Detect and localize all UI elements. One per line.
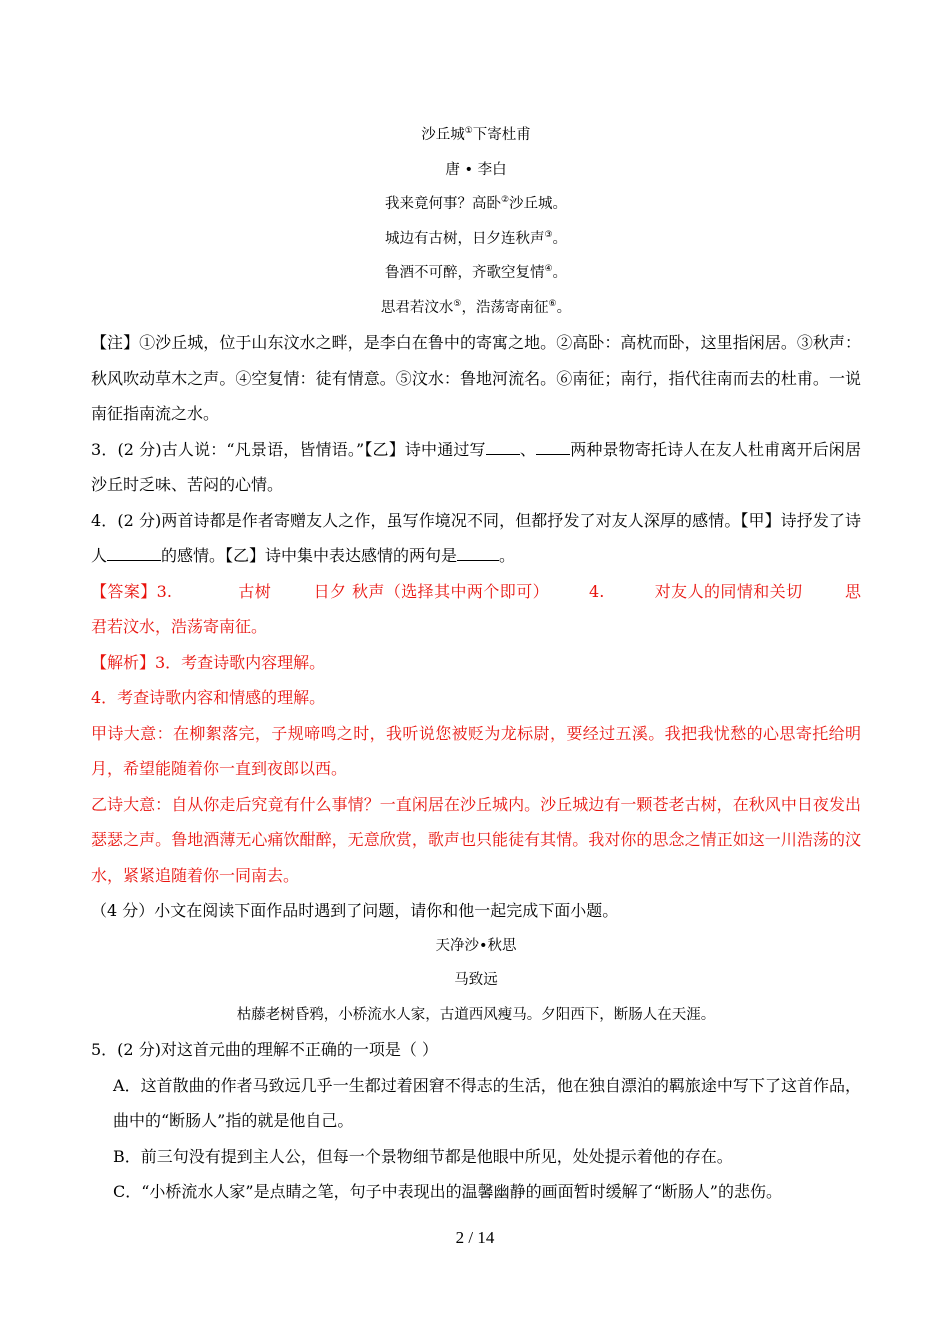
poem-title-text: 沙丘城	[421, 127, 465, 143]
question-text: 的感情。【乙】诗中集中表达感情的两句是	[161, 546, 458, 565]
question-3	[91, 432, 861, 503]
poem-text: 鲁酒不可醉，齐歌空复情	[384, 265, 545, 281]
poem-text: 我来竟何事？高卧	[384, 196, 501, 212]
poem-text: 城边有古树，日夕连秋声	[384, 230, 545, 247]
poem-line	[91, 291, 861, 326]
question-4	[91, 503, 861, 574]
answer-blank[interactable]	[536, 440, 570, 455]
answer-blank[interactable]	[107, 546, 161, 561]
question-text: 。	[499, 546, 516, 565]
poem-text: 思君若汶水	[380, 299, 454, 316]
poem-line: 枯藤老树昏鸦，小桥流水人家，古道西风瘦马。夕阳西下，断肠人在天涯。	[236, 1006, 716, 1023]
footnote-marker: ②	[500, 195, 510, 206]
analysis-line: 【解析】3．考查诗歌内容理解。	[91, 652, 326, 672]
question-text: 两种景物寄托诗人在友人杜甫离开后闲居沙丘时乏味、苦闷的心情。	[91, 439, 861, 494]
poem-author: 马致远	[454, 972, 498, 988]
option-c[interactable]: C．“小桥流水人家”是点睛之笔，句子中表现出的温馨幽静的画面暂时缓解了“断肠人”的悲伤。	[113, 1182, 782, 1201]
page-number: 2 / 14	[455, 1228, 495, 1247]
analysis-line: 4．考查诗歌内容和情感的理解。	[91, 688, 326, 707]
poem-text: 。	[552, 230, 568, 247]
poem-text: 。	[552, 265, 568, 281]
question-text: 、	[519, 439, 537, 459]
page-content	[91, 118, 861, 1210]
poem-text: 沙丘城。	[509, 196, 568, 212]
answer-blank[interactable]	[486, 440, 520, 455]
footnote-marker: ①	[464, 126, 473, 137]
poem-line	[91, 256, 861, 291]
poem-line	[91, 187, 861, 222]
analysis-jia: 甲诗大意：在柳絮落完，子规啼鸣之时，我听说您被贬为龙标尉，要经过五溪。我把我忧愁的心思寄托给明月，希望能随着你一直到夜郎以西。	[91, 723, 861, 778]
option-b[interactable]: B．前三句没有提到主人公，但每一个景物细节都是他眼中所见，处处提示着他的存在。	[113, 1146, 733, 1166]
answer-block	[91, 574, 861, 645]
answer-label: 【答案】3.	[91, 581, 172, 601]
answer-text: 4.	[589, 581, 605, 601]
footnote-marker: ④	[544, 264, 553, 275]
poem-text: 。	[556, 299, 572, 316]
poem-title-text: 下寄杜甫	[472, 127, 531, 143]
question-text: 3．(2 分)古人说：“凡景语，皆情语。”【乙】诗中通过写	[91, 439, 486, 459]
section-intro: （4 分）小文在阅读下面作品时遇到了问题，请你和他一起完成下面小题。	[91, 901, 619, 920]
answer-blank[interactable]	[457, 546, 499, 561]
poem-author: 唐 • 李白	[445, 161, 507, 178]
footnote-marker: ⑥	[548, 298, 557, 309]
option-a[interactable]: A．这首散曲的作者马致远几乎一生都过着困窘不得志的生活，他在独自漂泊的羁旅途中写下了这首作品，曲中的“断肠人”指的就是他自己。	[113, 1075, 861, 1130]
answer-text: 对友人的同情和关切	[654, 581, 803, 601]
answer-text: 思君若汶水，浩荡寄南征。	[91, 581, 861, 636]
poem-notes: 【注】①沙丘城，位于山东汶水之畔，是李白在鲁中的寄寓之地。②高卧：高枕而卧，这里指闲居。③秋声：秋风吹动草木之声。④空复情：徒有情意。⑤汶水：鲁地河流名。⑥南征；南行，指代往南而去的杜甫。一说南征指南流之水。	[91, 333, 861, 423]
question-text: 4．(2 分)两首诗都是作者寄赠友人之作，虽写作境况不同，但都抒发了对友人深厚的感情。【甲】诗抒发了诗人	[91, 510, 861, 565]
poem-title: 天净沙•秋思	[435, 937, 517, 954]
analysis-yi: 乙诗大意：自从你走后究竟有什么事情？一直闲居在沙丘城内。沙丘城边有一颗苍老古树，在秋风中日夜发出瑟瑟之声。鲁地酒薄无心痛饮酣醉，无意欣赏，歌声也只能徒有其情。我对你的思念之情正如这一川浩荡的汶水，紧紧追随着你一同南去。	[91, 794, 861, 885]
question-5: 5．(2 分)对这首元曲的理解不正确的一项是（ ）	[91, 1040, 439, 1059]
footnote-marker: ⑤	[453, 298, 462, 309]
answer-text: 日夕 秋声（选择其中两个即可）	[313, 581, 550, 601]
footnote-marker: ③	[544, 229, 553, 240]
answer-text: 古树	[237, 581, 272, 601]
poem-title	[91, 118, 861, 153]
poem-line	[91, 222, 861, 257]
poem-text: ，浩荡寄南征	[461, 299, 549, 316]
